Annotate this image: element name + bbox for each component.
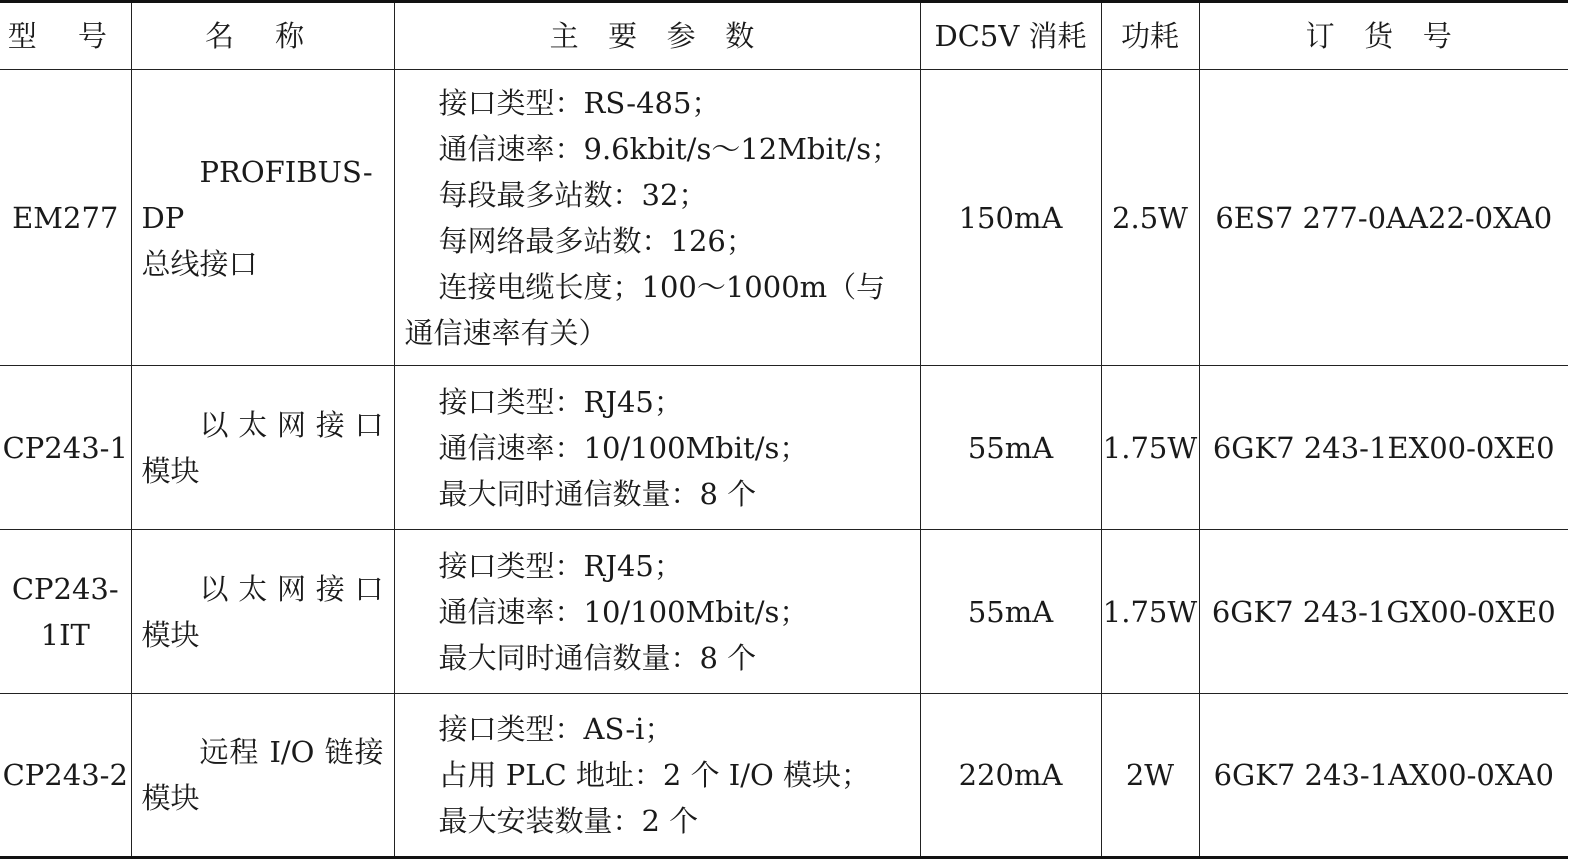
name-line: 总线接口 (141, 246, 258, 281)
header-dc5v: DC5V 消耗 (920, 2, 1101, 70)
header-order: 订 货 号 (1199, 2, 1568, 70)
name-line: 以太网接口 (199, 571, 384, 606)
name-cell (131, 530, 394, 694)
table-row (0, 366, 1568, 530)
power-cell: 2W (1101, 694, 1199, 858)
param-line: 通信速率：9.6kbit/s～12Mbit/s； (438, 131, 901, 166)
params-cell (394, 530, 920, 694)
table-row (0, 530, 1568, 694)
model-cell (0, 530, 131, 694)
order-cell: 6GK7 243-1AX00-0XA0 (1199, 694, 1568, 858)
param-line: 接口类型：RJ45； (438, 384, 683, 419)
dc5v-cell: 55mA (920, 366, 1101, 530)
name-line: 模块 (141, 453, 200, 488)
header-power: 功耗 (1101, 2, 1199, 70)
param-line: 连接电缆长度；100～1000m（与 (438, 269, 886, 304)
name-cell (131, 694, 394, 858)
param-line: 接口类型：RS-485； (438, 85, 721, 120)
param-line: 通信速率：10/100Mbit/s； (438, 594, 809, 629)
header-row (0, 2, 1568, 70)
power-cell: 1.75W (1101, 530, 1199, 694)
name-line: 模块 (141, 781, 200, 815)
header-params: 主 要 参 数 (394, 2, 920, 70)
params-cell (394, 366, 920, 530)
power-cell: 1.75W (1101, 366, 1199, 530)
dc5v-cell: 55mA (920, 530, 1101, 694)
param-line: 通信速率：10/100Mbit/s； (438, 430, 809, 465)
dc5v-cell: 150mA (920, 70, 1101, 366)
param-line: 每段最多站数：32； (438, 177, 708, 212)
model-cell: CP243-2 (0, 694, 131, 858)
dc5v-cell: 220mA (920, 694, 1101, 858)
param-line: 通信速率有关） (404, 315, 608, 350)
param-line: 占用 PLC 地址：2 个 I/O 模块； (438, 758, 871, 792)
model-line: CP243- (11, 571, 119, 606)
order-cell: 6ES7 277-0AA22-0XA0 (1199, 70, 1568, 366)
name-line: 以太网接口 (199, 407, 384, 442)
name-line: 模块 (141, 617, 200, 652)
param-line: 最大同时通信数量：8 个 (438, 640, 757, 675)
name-line: PROFIBUS-DP (141, 154, 373, 235)
model-line: 1IT (40, 617, 90, 652)
param-line: 最大同时通信数量：8 个 (438, 476, 757, 511)
model-cell: CP243-1 (0, 366, 131, 530)
param-line: 接口类型：AS-i； (438, 712, 674, 746)
header-model: 型 号 (0, 2, 131, 70)
name-line: 远程 I/O 链接 (199, 735, 384, 769)
power-cell: 2.5W (1101, 70, 1199, 366)
order-cell: 6GK7 243-1EX00-0XE0 (1199, 366, 1568, 530)
param-line: 接口类型：RJ45； (438, 548, 683, 583)
name-cell (131, 70, 394, 366)
header-name: 名 称 (131, 2, 394, 70)
param-line: 最大安装数量：2 个 (438, 804, 699, 838)
model-cell: EM277 (0, 70, 131, 366)
params-cell (394, 70, 920, 366)
table-row (0, 694, 1568, 858)
param-line: 每网络最多站数：126； (438, 223, 755, 258)
name-cell (131, 366, 394, 530)
order-cell: 6GK7 243-1GX00-0XE0 (1199, 530, 1568, 694)
params-cell (394, 694, 920, 858)
table-row (0, 70, 1568, 366)
